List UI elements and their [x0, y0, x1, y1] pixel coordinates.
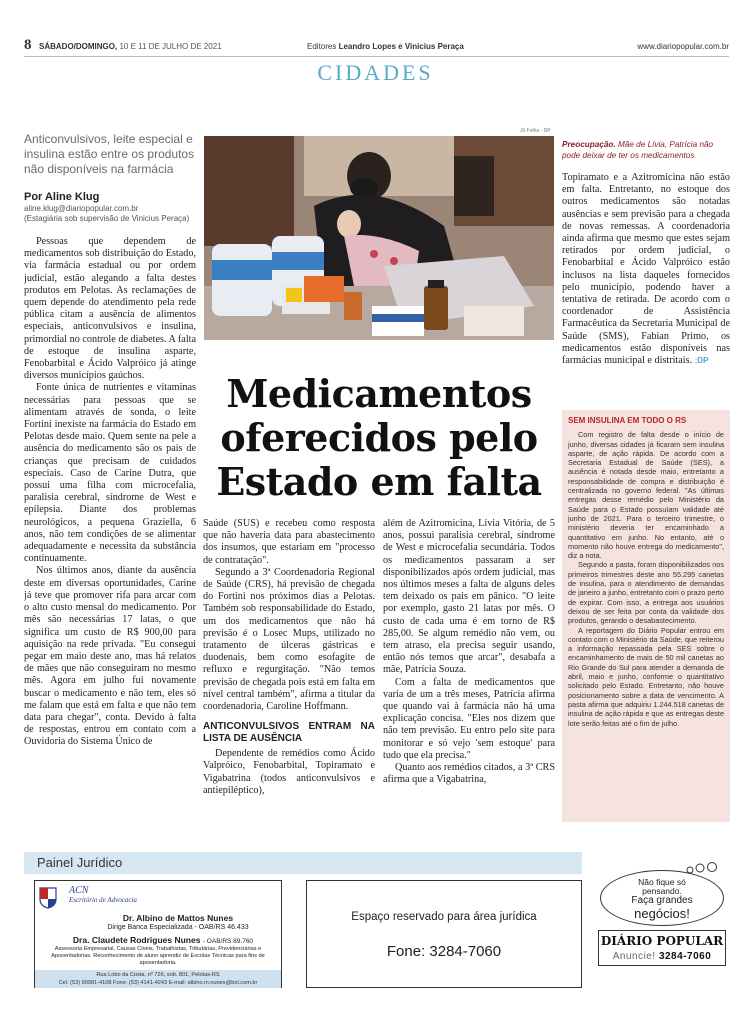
paragraph: Topiramato e a Azitromicina não estão em falta. Entretanto, no estoque dos outros medicamentos são notadas ausências e sem previsão para a chegada de novas remessas. A coordenadoria ainda afirma que mesmo que estes sejam retirados por ordem judicial, o Fenobarbital e Ácido Valpróico estão inclusos na lista daqueles fornecidos pelo município, podendo haver a tentativa de retirada. De acordo com o coordenador de Assistência Farmacêutica da Secretaria Municipal de Saúde (SMS), Fabian Primo, os medicamentos estão disponíveis nas farmácias municipal e distritais. [562, 172, 730, 367]
article-photo [204, 136, 554, 340]
article-column-1 [24, 236, 196, 832]
page-header [24, 37, 729, 54]
article-column-4: Topiramato e a Azitromicina não estão em falta. Entretanto, no estoque dos outros medicamentos são notadas ausências e sem previsão para a chegada de novas remessas. A coordenadoria ainda afirma que mesmo que estes sejam retirados por ordem judicial, o Fenobarbital e Ácido Valpróico estão inclusos na lista daqueles fornecidos pelo município, podendo haver a tentativa de retirada. De acordo com o coordenador de Assistência Farmacêutica da Secretaria Municipal de Saúde (SMS), Fabian Primo, os medicamentos estão disponíveis nas farmácias municipal e distritais. :DP [562, 172, 730, 367]
sidebar-paragraph: Com registro de falta desde o início de junho, diversas cidades já ficaram sem insulina asparte, de ação rápida. De acordo com a Secretaria Estadual de Saúde (SES), a ausência é notada desde maio, entretanto a responsabilidade de compra e distribuição é centralizada no governo federal. "As últimas entregas desse remédio pelo Ministério da Saúde para o Estado possuíam validade até junho de 2021. Para o terceiro trimestre, o ministério deveria ter encaminhado a quantitativo em junho. No entanto, até o momento não houve entrega do medicamento", diz a nota. [568, 430, 724, 561]
paragraph: Quanto aos remédios citados, a 3ª CRS afirma que a Vigabatrina, [383, 762, 555, 786]
promo-ad[interactable] [596, 862, 728, 986]
sidebar-paragraph: Segundo a pasta, foram disponibilizados nos primeiros trimestres deste ano 55.295 canetas de insulina, para o atendimento de demandas de janeiro a junho, entretanto com o prazo perto de expirar. Com isso, a entrega aos usuários deixou de ser feita por conta da validade dos produtos, gerando o desabastecimento. [568, 560, 724, 626]
paragraph: Dependente de remédios como Ácido Valpróico, Fenobarbital, Topiramato e Vigabatrina (todos anticonvulsivos e antiepiléptico), [203, 748, 375, 796]
photo-illustration [204, 136, 554, 340]
paragraph: Fonte única de nutrientes e vitaminas necessárias para pessoas que se alimentam através de sonda, o leite Fortini inexiste na farmácia do Estado em Pelotas desde maio. Quem sente na pele a ausência do medicamento são os pais de crianças que precisam de cuidados especiais. Caso de Carine Dutra, que possui uma filha com microcefalia, paralisia cerebral, síndrome de West e epilepsia. Diante dos problemas neurológicos, a pequena Graziella, 6 anos, não tem condições de se alimentar adequadamente e necessita da substância continuamente. [24, 382, 196, 565]
law-address: Rua Lobo da Costa, nº 726, sob. 801, Pelotas-RS [96, 972, 220, 978]
headline: Medicamentos oferecidos pelo Estado em falta [216, 371, 542, 504]
reserved-space-ad[interactable] [306, 880, 582, 988]
paragraph: Segundo a 3ª Coordenadoria Regional de Saúde (CRS), há previsão de chegada do Fortini nos próximos dias a Pelotas. Também sob responsabilidade do Estado, um dos medicamentos que não há previsão é o Losec Mups, utilizado no tratamento de úlceras gástricas e duodenais, bem como esofagite de refluxo e regurgitação. "Não temos previsão de chegada pois está em falta em nível central também", afirma a titular da coordenadoria, Caroline Hoffmann. [203, 566, 375, 713]
paragraph: Saúde (SUS) e recebeu como resposta que não haveria data para abastecimento dos insumos, que estariam em "processo de contratação". [203, 518, 375, 566]
end-signature: DP [697, 356, 709, 366]
paragraph: Pessoas que dependem de medicamentos sob distribuição do Estado, via farmácia estadual ou por ordem judicial, estão alegando a falta destes produtos em Pelotas. As reclamações de quem depende do atendimento pela rede pública citam a ausência de alimentos especiais, anticonvulsivos e insulina, primordial no controle de diabetes. A falta de estoque de insulina asparte, Fenobarbital e Ácido Valpróico já atinge diversos municípios gaúchos. [24, 236, 196, 382]
law-subtitle: Escritório de Advocacia [69, 896, 137, 904]
lawyer-name-1: Dr. Albino de Mattos Nunes [122, 913, 234, 923]
article-kicker: Anticonvulsivos, leite especial e insulina estão entre os produtos não disponíveis na farmácia [24, 132, 195, 176]
promo-line: pensando. [642, 886, 682, 896]
law-contacts: Cel. (53) 99981-4108 Fone: (53) 4141-4243 E-mail: albino.m.nunes@bol.com.br [58, 979, 258, 986]
reserved-space-phone: Fone: 3284-7060 [386, 943, 502, 960]
panel-title: Painel Jurídico [24, 852, 582, 874]
page-number: 8 [24, 37, 32, 53]
article-column-2 [203, 518, 375, 832]
photo-credit: Jô Folha - DP [520, 128, 551, 134]
author-email[interactable]: aline.klug@diariopopular.com.br [24, 204, 139, 213]
subheading: ANTICONVULSIVOS ENTRAM NA LISTA DE AUSÊNCIA [203, 721, 375, 745]
reserved-space-text: Espaço reservado para área jurídica [351, 911, 537, 923]
promo-brand-box [598, 930, 726, 966]
byline: Por Aline Klug [24, 191, 100, 203]
crest-icon [39, 887, 57, 909]
sidebar-box [562, 410, 730, 822]
photo-caption: Preocupação. Mãe de Lívia, Patrícia não pode deixar de ter os medicamentos [562, 140, 714, 160]
edition-date: SÁBADO/DOMINGO, 10 E 11 DE JULHO DE 2021 [39, 42, 222, 51]
sidebar-paragraph: A reportagem do Diário Popular entrou em contato com o Ministério da Saúde, que reiterou a informação repassada pela SES sobre o encaminhamento de mais de 50 mil canetas ao Rio Grande do Sul para atender a demanda de abril, maio e junho, conforme o quantitativo solicitado pelo Estado. Entretanto, não houve posicionamento sobre a data de vencimento. A pasta afirma que adquiriu 1.244.518 canetas de insulina de ação rápida e que as entregas deste lote serão feitas até o fim de julho. [568, 625, 724, 728]
law-office-ad[interactable] [34, 880, 282, 988]
law-contact-bar [35, 970, 281, 988]
paragraph: Com a falta de medicamentos que varia de um a três meses, Patrícia afirma que quando vai à farmácia não há uma explicação concisa. "Eles nos dizem que não tem previsão. Eu entro pelo site para monitorar e só vejo 'sem estoque' para tudo que ela precisa." [383, 676, 555, 761]
promo-line: negócios! [634, 906, 690, 921]
promo-line: Não fique só [638, 877, 686, 887]
section-title: CIDADES [317, 60, 434, 85]
lawyer-name-2: Dra. Claudete Rodrigues Nunes - OAB/RS 89.760 [72, 935, 254, 945]
intern-note: (Estagiária sob supervisão de Vinicius Peraça) [24, 214, 190, 223]
sidebar-title: SEM INSULINA EM TODO O RS [568, 416, 687, 425]
paragraph: além de Azitromicina, Lívia Vitória, de 5 anos, possui paralisia cerebral, síndrome de West e microcefalia secundária. Todos os medicamentos passaram a ser disponibilizados após ordem judicial, mas nos últimos meses a falta de alguns deles tem deixado os pais em pânico. "O leite por exemplo, gasto 21 latas por mês. O custo de cada uma é em torno de R$ 285,00. Se algum remédio não vem, ou tem atraso, ela precisa seguir usando, então nós temos que arcar", desabafa a mãe, Patrícia Souza. [383, 518, 555, 676]
site-url[interactable]: www.diariopopular.com.br [637, 42, 729, 51]
editors: Editores Leandro Lopes e Vinicius Peraça [307, 42, 464, 51]
promo-phone: 3284-7060 [658, 951, 712, 962]
header-divider [24, 56, 729, 57]
promo-brand: DIÁRIO POPULAR [600, 934, 724, 948]
paragraph: Nos últimos anos, diante da ausência deste em diversas oportunidades, Carine já teve que promover rifa para arcar com o alto custo mensal do medicamento. Por mês são necessárias 17 latas, o que significa um custo de R$ 900,00 para aquisição na rede privada. "Eu consegui pegar em maio deste ano, mas há relatos de mães que não conseguiram no mesmo mês. Agora em julho fui novamente buscar o medicamento e não tem, eles só me falam que está em falta e que não tem data para chegar", conta. Devido à falta de respostas, entrou em contato com a Ouvidoria do Sistema Único de [24, 565, 196, 748]
law-logo-text: ACN [69, 885, 89, 896]
promo-line: Faça grandes [631, 895, 693, 906]
lawyer-role-1: Dirige Banca Especializada - OAB/RS 46.433 [107, 924, 249, 931]
law-description: Assessoria Empresarial, Causas Cíveis, Trabalhistas, Tributárias, Previdenciárias e Aposentadorias. Reconhecimento de aluno aprendiz de Escolas Técnicas para fins de aposentadoria. [51, 946, 265, 966]
article-column-3 [383, 518, 555, 832]
promo-cta: Anuncie! [612, 951, 656, 962]
